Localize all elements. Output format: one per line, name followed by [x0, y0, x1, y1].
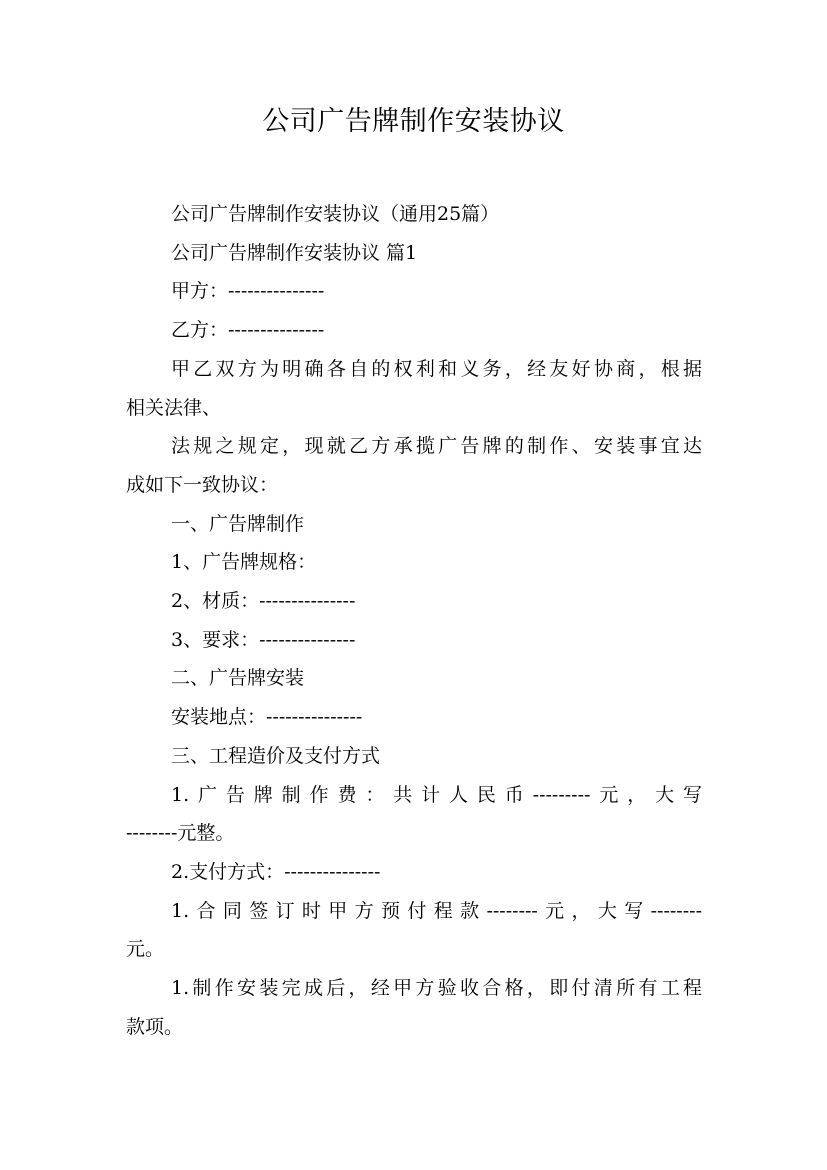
install-location-line: 安装地点：--------------- [171, 706, 363, 729]
fee-paragraph [126, 776, 702, 853]
regulation-line-2: 成如下一致协议： [126, 473, 279, 496]
material-line: 2、材质：--------------- [171, 590, 356, 613]
document-title: 公司广告牌制作安装协议 [262, 106, 565, 137]
spec-line: 1、广告牌规格： [171, 551, 317, 574]
prepayment-paragraph [126, 892, 702, 969]
requirement-line: 3、要求：--------------- [171, 628, 356, 651]
final-payment-paragraph [126, 969, 702, 1046]
party-a-line: 甲方：--------------- [171, 280, 325, 303]
document-body [126, 195, 702, 1046]
prepayment-line-2: 元。 [126, 938, 165, 961]
regulation-line-1: 法规之规定，现就乙方承揽广告牌的制作、安装事宜达 [171, 435, 702, 458]
intro-line-1: 甲乙双方为明确各自的权利和义务，经友好协商，根据 [171, 357, 702, 380]
section-1-heading: 一、广告牌制作 [171, 512, 305, 535]
section-heading-paragraph: 公司广告牌制作安装协议 篇1 [171, 241, 418, 264]
intro-paragraph [126, 350, 702, 427]
prepayment-line-1: 1.合同签订时甲方预付程款--------元，大写-------- [171, 899, 702, 922]
final-payment-line-1: 1.制作安装完成后，经甲方验收合格，即付清所有工程 [171, 977, 702, 1000]
payment-method-line: 2.支付方式：--------------- [171, 860, 381, 883]
subtitle-paragraph: 公司广告牌制作安装协议（通用25篇） [171, 203, 500, 225]
section-3-heading: 三、工程造价及支付方式 [171, 744, 381, 767]
party-b-line: 乙方：--------------- [171, 319, 325, 342]
intro-line-2: 相关法律、 [126, 396, 222, 419]
fee-line-1: 1.广告牌制作费：共计人民币---------元，大写 [171, 783, 702, 806]
regulation-paragraph [126, 427, 702, 504]
final-payment-line-2: 款项。 [126, 1015, 184, 1038]
section-2-heading: 二、广告牌安装 [171, 667, 305, 690]
fee-line-2: --------元整。 [126, 822, 235, 845]
